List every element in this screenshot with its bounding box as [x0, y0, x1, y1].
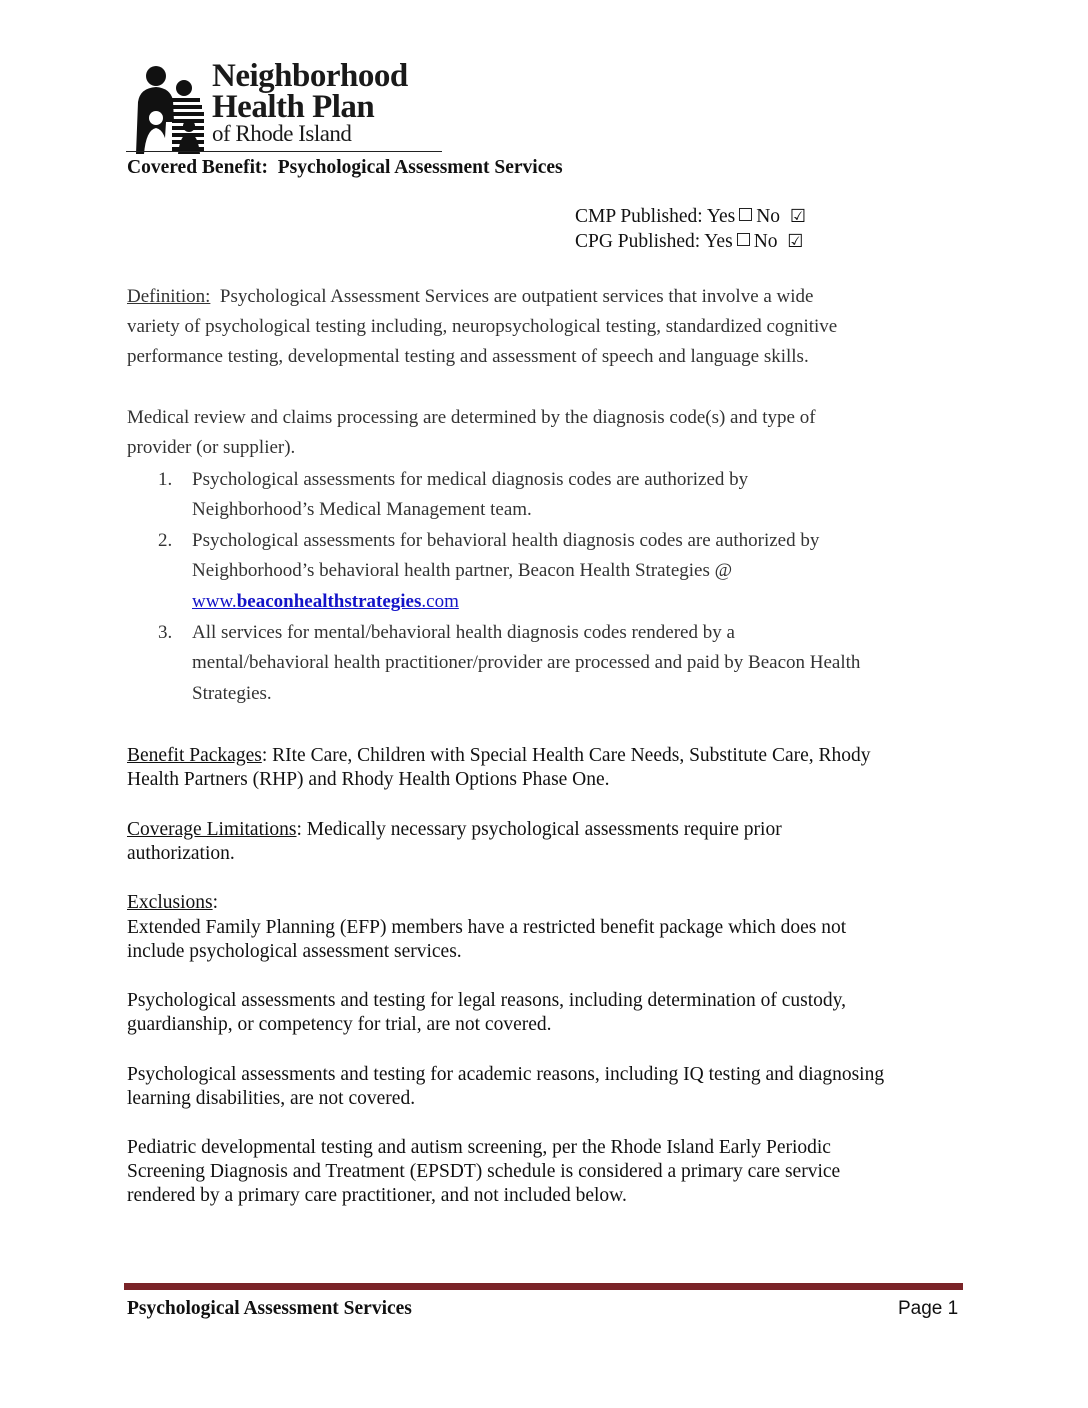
- cmp-published-label: CMP Published: Yes: [575, 206, 736, 227]
- list-item-3-line-2: mental/behavioral health practitioner/provider are processed and paid by Beacon Health: [192, 652, 861, 673]
- exclusion-4-line-2: Screening Diagnosis and Treatment (EPSDT) schedule is considered a primary care service: [127, 1161, 841, 1182]
- list-item-number-2: 2.: [158, 530, 173, 551]
- definition-line-3: performance testing, developmental testing and assessment of speech and language skills.: [127, 346, 809, 367]
- definition-line-2: variety of psychological testing including, neuropsychological testing, standardized cognitive: [127, 316, 838, 337]
- beacon-website-link[interactable]: [192, 591, 459, 612]
- exclusion-2-line-1: Psychological assessments and testing for legal reasons, including determination of custody,: [127, 990, 847, 1011]
- footer-title: Psychological Assessment Services: [127, 1298, 412, 1319]
- list-item-2-line-2: Neighborhood’s behavioral health partner, Beacon Health Strategies @: [192, 560, 733, 581]
- logo-text-line-1: Neighborhood: [212, 58, 408, 94]
- heading-title: Psychological Assessment Services: [277, 157, 563, 178]
- review-line-2: provider (or supplier).: [127, 437, 296, 458]
- benefit-packages-text: : RIte Care, Children with Special Health Care Needs, Substitute Care, Rhody: [261, 745, 871, 766]
- definition-label: Definition:: [127, 286, 211, 307]
- exclusion-4-line-3: rendered by a primary care practitioner, and not included below.: [127, 1185, 627, 1206]
- cmp-no-label: No: [756, 206, 781, 227]
- exclusions-colon: :: [212, 892, 219, 913]
- list-item-number-1: 1.: [158, 469, 173, 490]
- exclusions-label: Exclusions: [127, 892, 213, 913]
- coverage-line-2: authorization.: [127, 843, 235, 864]
- list-item-number-3: 3.: [158, 622, 173, 643]
- link-suffix: .com: [421, 591, 459, 612]
- exclusion-2-line-2: guardianship, or competency for trial, are not covered.: [127, 1014, 552, 1035]
- cmp-no-checked-icon[interactable]: ☑: [789, 206, 806, 226]
- benefit-packages-line-2: Health Partners (RHP) and Rhody Health Options Phase One.: [127, 769, 610, 790]
- beacon-link-line: [192, 587, 459, 617]
- cpg-published-label: CPG Published: Yes: [575, 231, 733, 252]
- cmp-yes-checkbox[interactable]: [739, 208, 752, 221]
- exclusion-3-line-1: Psychological assessments and testing for academic reasons, including IQ testing and diagnosing: [127, 1064, 885, 1085]
- review-line-1: Medical review and claims processing are determined by the diagnosis code(s) and type of: [127, 407, 816, 428]
- logo-text-line-3: of Rhode Island: [212, 121, 352, 146]
- exclusion-1-line-2: include psychological assessment services.: [127, 941, 462, 962]
- coverage-text: : Medically necessary psychological assessments require prior: [296, 819, 782, 840]
- exclusion-1-line-1: Extended Family Planning (EFP) members have a restricted benefit package which does not: [127, 917, 847, 938]
- benefit-packages-label: Benefit Packages: [127, 745, 262, 766]
- list-item-3-line-1: All services for mental/behavioral health diagnosis codes rendered by a: [192, 622, 735, 643]
- footer-rule: [124, 1283, 963, 1290]
- list-item-3-line-3: Strategies.: [192, 683, 272, 704]
- definition-line-1: [127, 282, 814, 312]
- list-item-1-line-2: Neighborhood’s Medical Management team.: [192, 499, 532, 520]
- page-heading: [127, 156, 563, 180]
- cpg-yes-checkbox[interactable]: [737, 233, 750, 246]
- exclusions-heading: [127, 891, 218, 915]
- neighborhood-logo-icon: [126, 62, 216, 154]
- logo-text-line-2: Health Plan: [212, 89, 375, 125]
- definition-text: Psychological Assessment Services are outpatient services that involve a wide: [219, 286, 814, 307]
- list-item-1-line-1: Psychological assessments for medical diagnosis codes are authorized by: [192, 469, 749, 490]
- cmp-published-row: [575, 204, 806, 229]
- list-item-2-line-1: Psychological assessments for behavioral health diagnosis codes are authorized by: [192, 530, 820, 551]
- exclusion-4-line-1: Pediatric developmental testing and autism screening, per the Rhode Island Early Periodic: [127, 1137, 831, 1158]
- coverage-line-1: [127, 818, 782, 842]
- link-domain: beaconhealthstrategies: [236, 591, 422, 612]
- exclusion-3-line-2: learning disabilities, are not covered.: [127, 1088, 416, 1109]
- benefit-packages-line-1: [127, 744, 871, 768]
- footer-page-number: Page 1: [898, 1298, 959, 1319]
- coverage-label: Coverage Limitations: [127, 819, 297, 840]
- logo-underline: [126, 151, 442, 152]
- link-prefix: www.: [192, 591, 237, 612]
- cpg-no-label: No: [753, 231, 778, 252]
- cpg-no-checked-icon[interactable]: ☑: [787, 231, 804, 251]
- heading-prefix: Covered Benefit:: [127, 157, 268, 178]
- cpg-published-row: [575, 229, 803, 254]
